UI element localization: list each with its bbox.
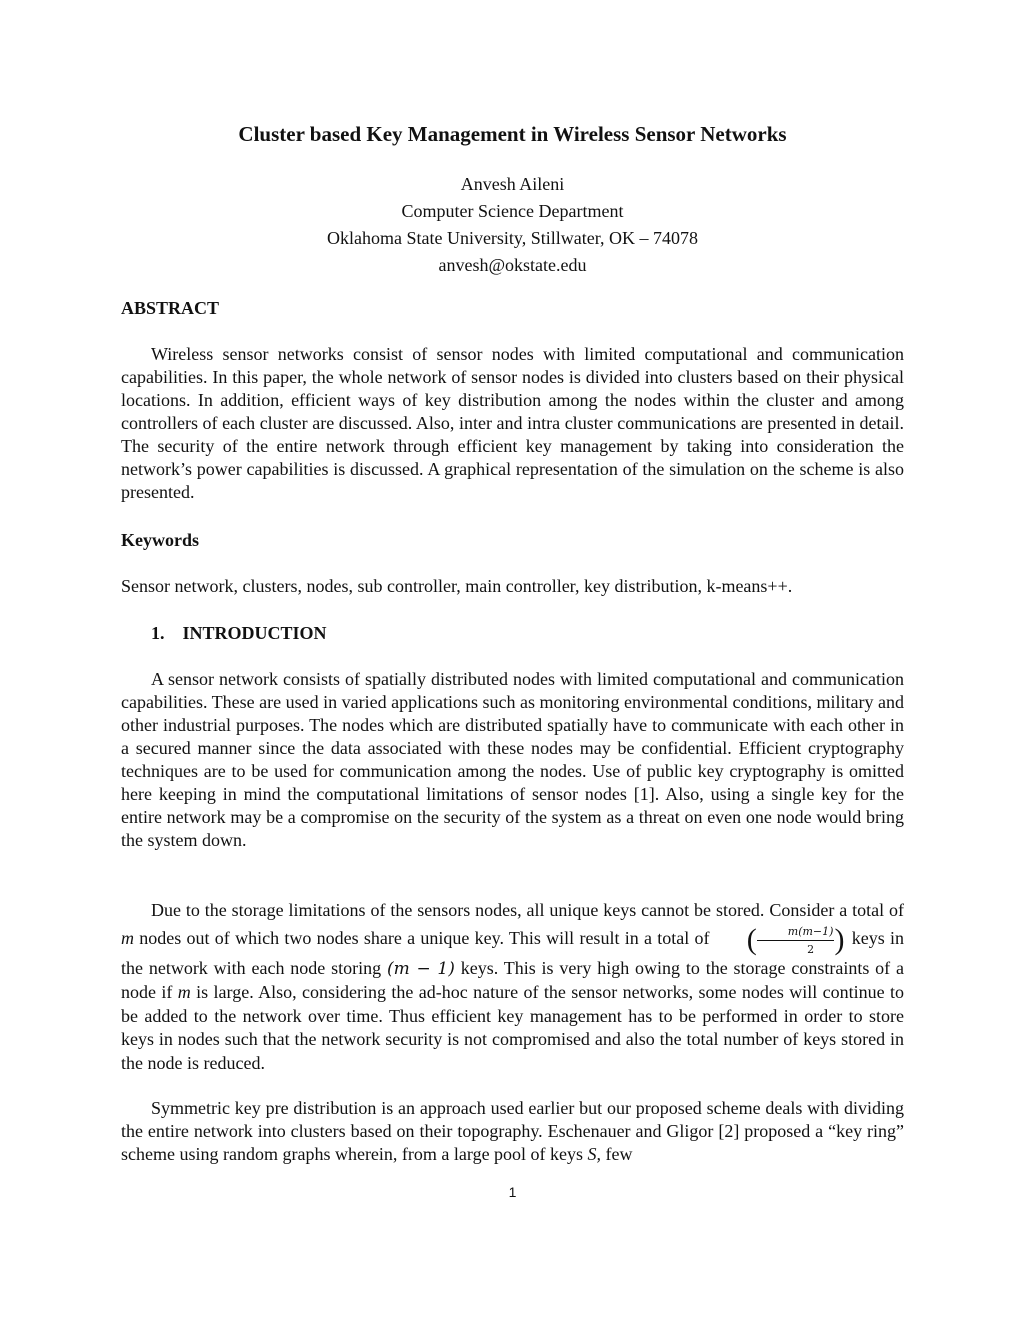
abstract-text: Wireless sensor networks consist of sensor nodes with limited computational and communication capabilities. In this paper, the whole network of sensor nodes is divided into clusters based on their physical locations. In addition, efficient ways of key distribution among the nodes within the cluster and among controllers of each cluster are discussed. Also, inter and intra cluster communications are presented in detail. The security of the entire network through efficient key management by taking into consideration the network’s power capabilities is discussed. A graphical representation of the simulation on the scheme is also presented. [121, 344, 904, 502]
variable-s: S, [587, 1144, 602, 1164]
text-run: keys. This is very high owing to the storage constraints of a node if [121, 957, 904, 1003]
page-number: 1 [508, 1184, 517, 1200]
introduction-paragraph-3 [121, 1097, 904, 1166]
author-department: Computer Science Department [401, 201, 624, 221]
fraction-expression: ( $\frac{m(m-1)}{2}$ ) [746, 922, 845, 956]
text-run: Symmetric key pre distribution is an approach used earlier but our proposed scheme deals with dividing the entire network into clusters based on their topography. Eschenauer and Gligor [2] proposed a “key ring” scheme using random graphs wherein, from a large pool of keys [121, 1098, 904, 1164]
paper-title: Cluster based Key Management in Wireless Sensor Networks [238, 122, 787, 146]
abstract-heading: ABSTRACT [121, 298, 220, 318]
introduction-paragraph-2 [121, 899, 904, 1076]
author-affiliation: Oklahoma State University, Stillwater, OK – 74078 [326, 228, 699, 248]
math-expression: (m − 1) [386, 958, 455, 979]
variable-m: m [121, 927, 134, 948]
text-run: nodes out of which two nodes share a unique key. This will result in a total of [134, 927, 715, 948]
text-run: Due to the storage limitations of the sensors nodes, all unique keys cannot be stored. Consider a total of [151, 900, 904, 920]
keywords-text: Sensor network, clusters, nodes, sub controller, main controller, key distribution, k-means++. [121, 576, 793, 596]
author-name: Anvesh Aileni [460, 174, 565, 194]
author-block [121, 171, 904, 279]
fraction-numerator: m(m−1) [757, 925, 835, 941]
text-run: is large. Also, considering the ad-hoc nature of the sensor networks, some nodes will continue to be added to the network over time. Thus efficient key management has to be performed in order to store keys in nodes such that the network security is not compromised and also the total number of keys stored in the node is reduced. [121, 982, 904, 1073]
variable-m: m [177, 982, 191, 1003]
text-run: few [601, 1144, 633, 1164]
author-email: anvesh@okstate.edu [438, 255, 587, 275]
introduction-paragraph-1: A sensor network consists of spatially distributed nodes with limited computational and communication capabilities. These are used in varied applications such as monitoring environmental conditions, military and other industrial purposes. The nodes which are distributed spatially have to communicate with each other in a secured manner since the data associated with these nodes may be confidential. Efficient cryptography techniques are to be used for communication among the nodes. Use of public key cryptography is omitted here keeping in mind the computational limitations of sensor nodes [1]. Also, using a single key for the entire network may be a compromise on the security of the system as a threat on even one node would bring the system down. [121, 669, 904, 850]
text-run: keys in the network with each node storing [121, 927, 904, 978]
fraction-denominator: 2 [807, 942, 815, 956]
fraction [757, 923, 835, 957]
keywords-heading: Keywords [121, 530, 199, 550]
introduction-heading: 1. INTRODUCTION [151, 623, 327, 643]
